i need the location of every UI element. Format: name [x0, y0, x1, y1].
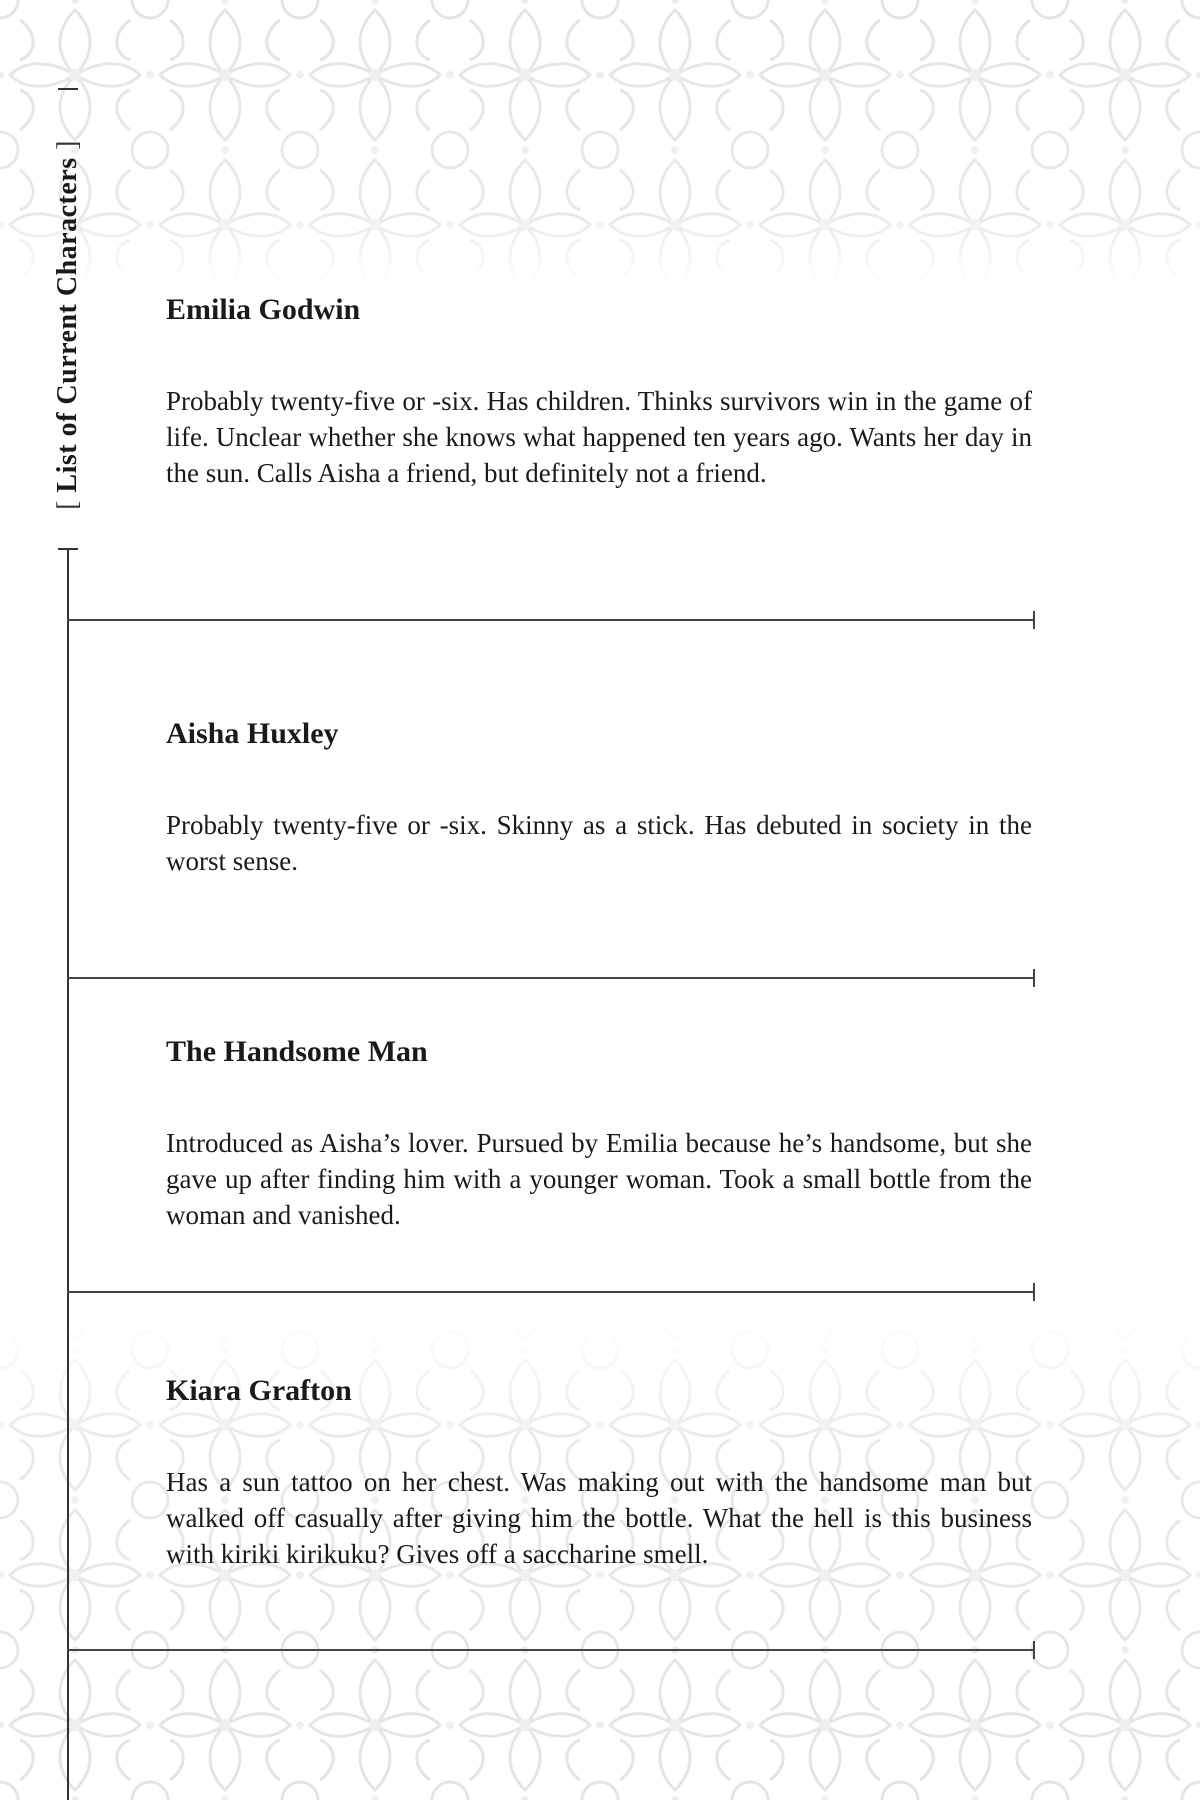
character-name: Emilia Godwin	[166, 293, 361, 326]
section-divider	[67, 1649, 1033, 1651]
section-divider	[67, 977, 1033, 979]
character-name: The Handsome Man	[166, 1035, 428, 1068]
sidebar-cap-bottom	[58, 548, 78, 550]
section-divider	[67, 619, 1033, 621]
character-entry	[166, 1034, 1032, 1233]
sidebar-title-text: List of Current Characters	[51, 157, 83, 493]
divider-end-tick	[1033, 969, 1035, 987]
character-entry	[166, 292, 1032, 491]
divider-end-tick	[1033, 1283, 1035, 1301]
sidebar-cap-top	[58, 88, 78, 90]
character-description: Probably twenty-five or -six. Skinny as a stick. Has debuted in society in the worst sense.	[166, 810, 1032, 876]
character-entry	[166, 1373, 1032, 1572]
character-entry	[166, 716, 1032, 879]
bracket-close: ]	[51, 140, 83, 150]
section-divider	[67, 1291, 1033, 1293]
character-name: Aisha Huxley	[166, 717, 339, 750]
character-description: Has a sun tattoo on her chest. Was making out with the handsome man but walked off casually after giving him the bottle. What the hell is this business with kiriki kirikuku? Gives off a saccharine smell.	[166, 1467, 1032, 1569]
divider-end-tick	[1033, 611, 1035, 629]
sidebar-title	[50, 90, 85, 560]
bracket-open: [	[51, 500, 83, 510]
spine-line	[67, 548, 69, 1800]
character-description: Probably twenty-five or -six. Has children. Thinks survivors win in the game of life. Unclear whether she knows what happened ten years ago. Wants her day in the sun. Calls Aisha a friend, but definitely not a friend.	[166, 386, 1032, 488]
divider-end-tick	[1033, 1641, 1035, 1659]
character-name: Kiara Grafton	[166, 1374, 352, 1407]
character-description: Introduced as Aisha’s lover. Pursued by Emilia because he’s handsome, but she gave up after finding him with a younger woman. Took a small bottle from the woman and vanished.	[166, 1128, 1032, 1230]
